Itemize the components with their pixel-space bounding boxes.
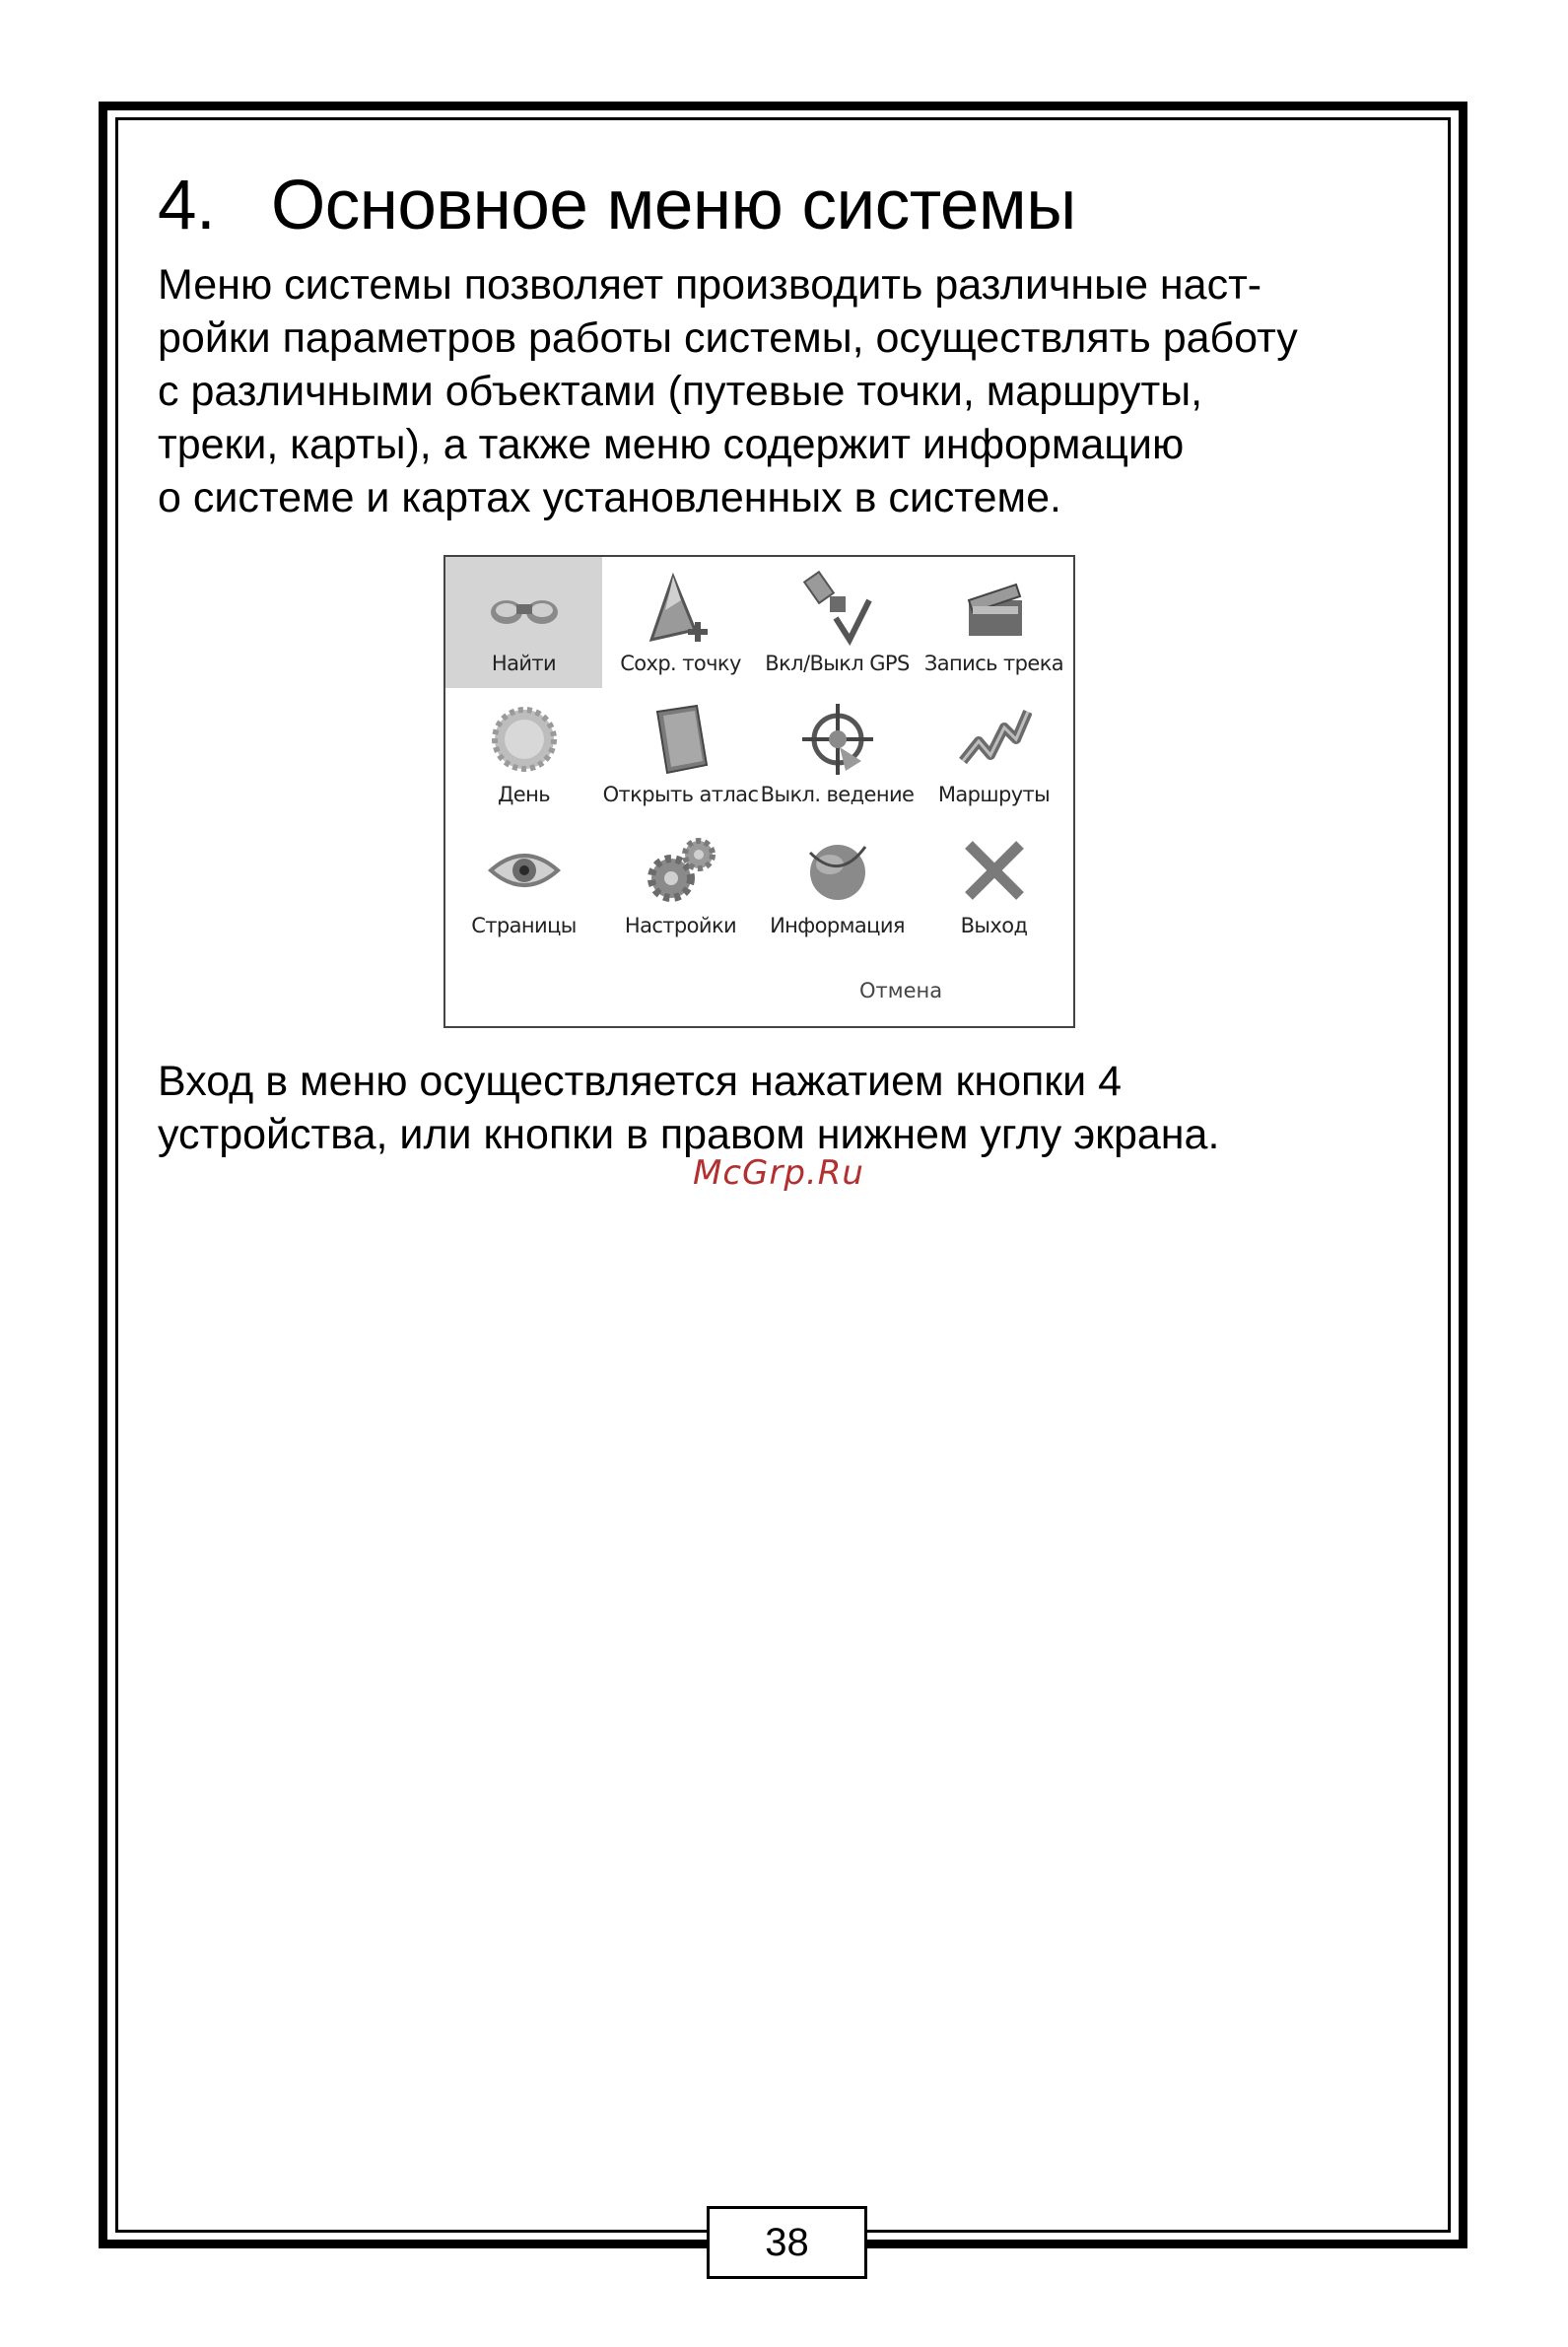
eye-icon bbox=[487, 833, 562, 908]
menu-item-pages[interactable] bbox=[445, 819, 602, 950]
menu-item-settings[interactable] bbox=[602, 819, 759, 950]
menu-item-record-track[interactable] bbox=[916, 557, 1072, 688]
menu-item-guidance-off[interactable] bbox=[759, 688, 916, 819]
binoculars-icon bbox=[487, 571, 562, 646]
section-title: Основное меню системы bbox=[271, 167, 1076, 244]
menu-item-label: Найти bbox=[491, 652, 557, 675]
menu-item-label: Запись трека bbox=[923, 652, 1064, 675]
intro-line: ройки параметров работы системы, осуществлять работу bbox=[158, 314, 1298, 362]
intro-line: с различными объектами (путевые точки, маршруты, bbox=[158, 368, 1203, 415]
satellite-icon bbox=[800, 571, 875, 646]
menu-item-find[interactable] bbox=[445, 557, 602, 688]
close-icon bbox=[957, 833, 1032, 908]
menu-item-open-atlas[interactable] bbox=[602, 688, 759, 819]
cancel-button[interactable]: Отмена bbox=[859, 979, 943, 1002]
outro-line: Вход в меню осуществляется нажатием кнопки 4 bbox=[158, 1058, 1122, 1105]
menu-item-save-point[interactable] bbox=[602, 557, 759, 688]
menu-item-label: Открыть атлас bbox=[602, 783, 759, 806]
menu-item-label: Сохр. точку bbox=[620, 652, 741, 675]
section-number: 4. bbox=[158, 167, 216, 244]
globe-icon bbox=[800, 833, 875, 908]
record-track-icon bbox=[957, 571, 1032, 646]
intro-line: о системе и картах установленных в системе. bbox=[158, 474, 1061, 521]
menu-item-exit[interactable] bbox=[916, 819, 1072, 950]
routes-icon bbox=[957, 702, 1032, 777]
menu-item-routes[interactable] bbox=[916, 688, 1072, 819]
atlas-icon bbox=[644, 702, 718, 777]
crosshair-icon bbox=[800, 702, 875, 777]
save-point-icon bbox=[644, 571, 718, 646]
intro-line: треки, карты), а также меню содержит информацию bbox=[158, 421, 1185, 468]
menu-item-info[interactable] bbox=[759, 819, 916, 950]
outro-line: устройства, или кнопки в правом нижнем углу экрана. bbox=[158, 1111, 1220, 1158]
intro-paragraph bbox=[158, 258, 1298, 524]
gears-icon bbox=[644, 833, 718, 908]
intro-line: Меню системы позволяет производить различные наст- bbox=[158, 261, 1262, 309]
menu-item-label: День bbox=[497, 783, 551, 806]
section-heading bbox=[158, 166, 1076, 245]
menu-item-gps-toggle[interactable] bbox=[759, 557, 916, 688]
menu-item-label: Настройки bbox=[624, 914, 737, 937]
menu-item-label: Информация bbox=[770, 914, 905, 937]
menu-item-label: Выход bbox=[960, 914, 1028, 937]
sun-icon bbox=[487, 702, 562, 777]
menu-item-label: Маршруты bbox=[937, 783, 1051, 806]
menu-item-label: Выкл. ведение bbox=[760, 783, 915, 806]
menu-screenshot bbox=[443, 555, 1075, 1028]
menu-item-label: Вкл/Выкл GPS bbox=[765, 652, 910, 675]
page-number: 38 bbox=[707, 2206, 867, 2279]
watermark: McGrp.Ru bbox=[693, 1153, 864, 1193]
menu-item-label: Страницы bbox=[471, 914, 577, 937]
outro-paragraph bbox=[158, 1055, 1219, 1161]
menu-item-day[interactable] bbox=[445, 688, 602, 819]
